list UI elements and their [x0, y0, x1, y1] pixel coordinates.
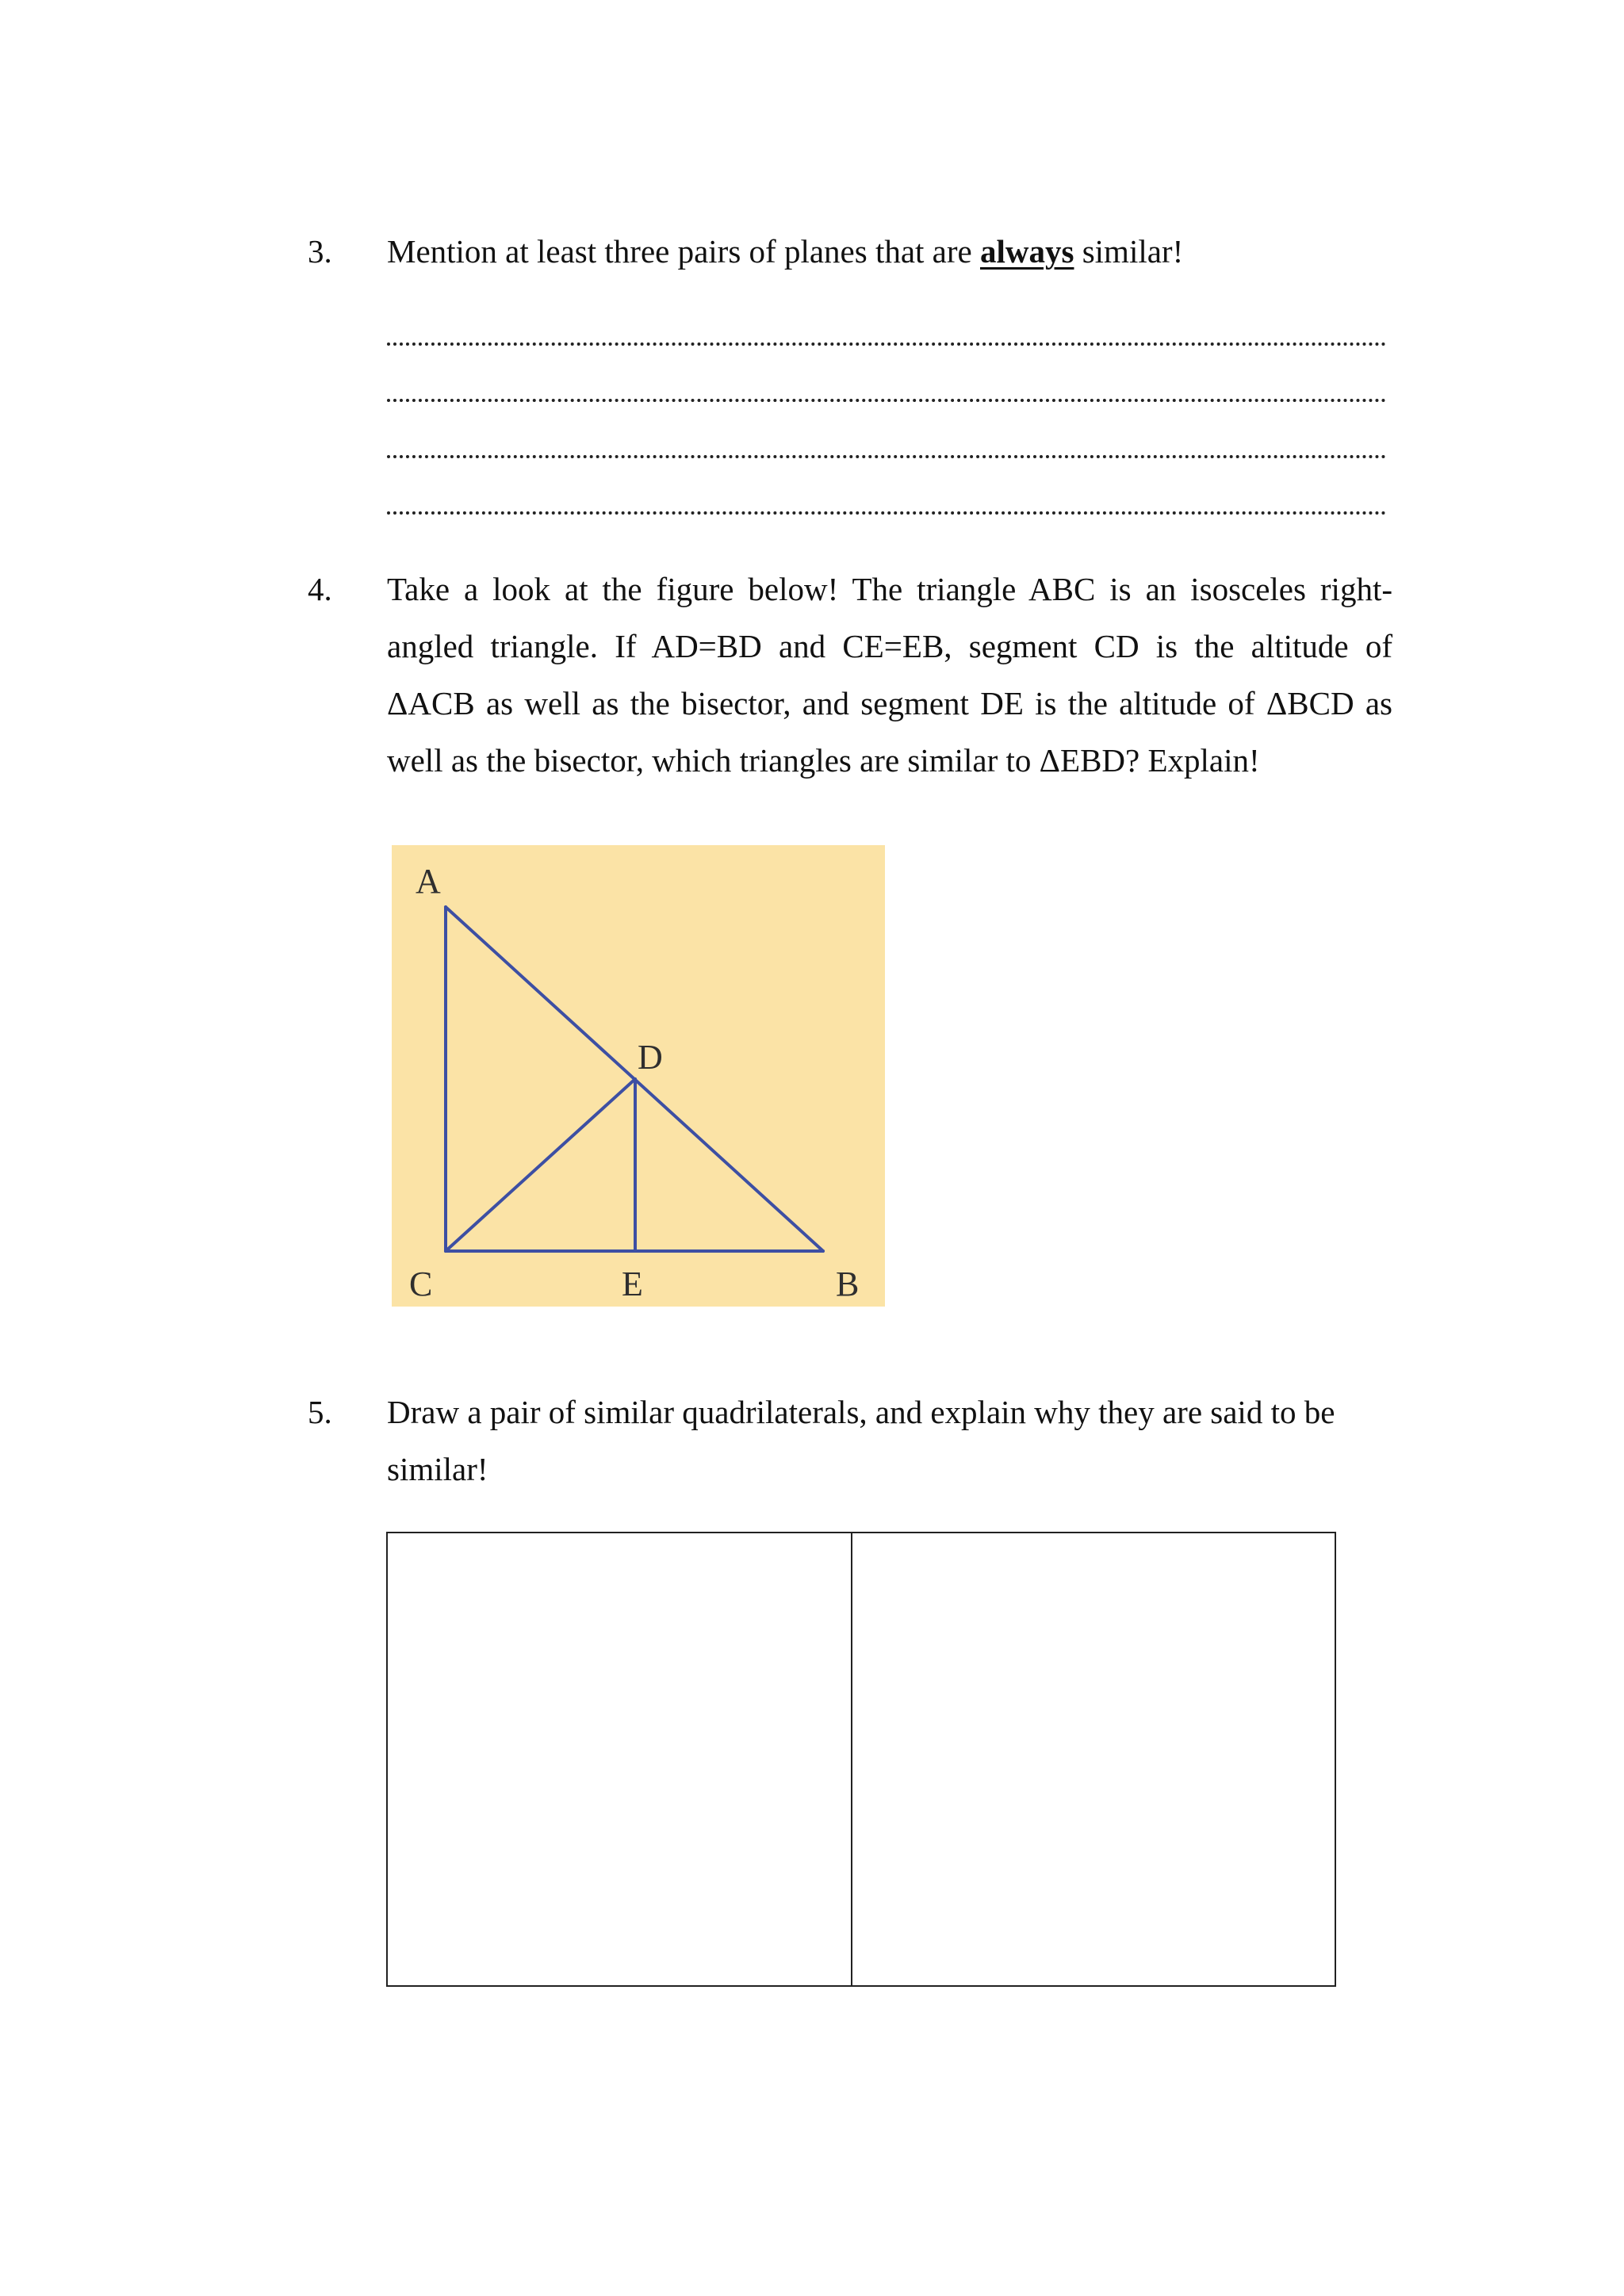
question-3-number: 3.	[308, 233, 332, 270]
label-A: A	[416, 862, 441, 901]
label-D: D	[638, 1038, 663, 1077]
question-5-text: Draw a pair of similar quadrilaterals, and explain why they are said to be similar!	[387, 1394, 1335, 1487]
triangle-figure	[392, 845, 885, 1307]
segment-CD	[446, 1079, 635, 1251]
label-B: B	[836, 1265, 860, 1303]
question-3-text-after: similar!	[1074, 233, 1184, 270]
question-4-number: 4.	[308, 571, 332, 607]
answer-line-1[interactable]	[387, 342, 1386, 346]
drawing-box-left[interactable]	[388, 1533, 852, 1985]
question-3-text	[387, 223, 1394, 280]
drawing-answer-table	[386, 1532, 1336, 1987]
answer-line-4[interactable]	[387, 511, 1386, 515]
question-3-text-before: Mention at least three pairs of planes that are	[387, 233, 980, 270]
drawing-box-right[interactable]	[852, 1533, 1335, 1985]
answer-line-2[interactable]	[387, 399, 1386, 402]
answer-line-3[interactable]	[387, 455, 1386, 458]
question-3-emphasis: always	[979, 233, 1074, 270]
question-4-text: Take a look at the figure below! The triangle ABC is an isosceles right-angled triangle. If AD=BD and CE=EB, segment CD is the altitude of ΔACB as well as the bisector, and segment DE is the altitude of ΔBCD as well as the bisector, which triangles are similar to ΔEBD? Explain!	[387, 571, 1392, 779]
question-5-number: 5.	[308, 1394, 332, 1430]
label-E: E	[622, 1265, 643, 1303]
label-C: C	[409, 1265, 433, 1303]
triangle-diagram	[392, 845, 885, 1307]
